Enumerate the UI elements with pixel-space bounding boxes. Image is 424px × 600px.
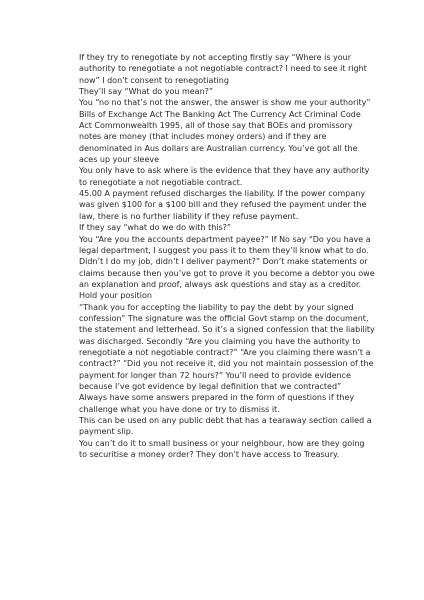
paragraph: You only have to ask where is the evidence that they have any authority to renegotiate a not negotiable contract. bbox=[79, 166, 370, 187]
paragraph: They’ll say “What do you mean?” bbox=[79, 87, 214, 97]
paragraph: 45.00 A payment refused discharges the liability. If the power company was given $100 for a $100 bill and they refused the payment under the law, there is no further liability if they refuse payment. bbox=[79, 189, 367, 221]
paragraph: Hold your position bbox=[79, 291, 152, 301]
body-text bbox=[79, 52, 375, 460]
paragraph: Bills of Exchange Act The Banking Act The Currency Act Criminal Code Act Commonwealth 1995, all of those say that BOEs and promissory notes are money (that includes money orders) and if they are denominated in Aus dollars are Australian currency. You’ve got all the aces up your sleeve bbox=[79, 109, 361, 165]
paragraph: This can be used on any public debt that has a tearaway section called a payment slip. bbox=[79, 416, 372, 437]
paragraph: “Thank you for accepting the liability to pay the debt by your signed confession” The signature was the official Govt stamp on the document, the statement and letterhead. So it’s a signed confession that the liability was discharged. Secondly “Are you claiming you have the authority to renegotiate a not negotiable contract?” “Are you claiming there wasn’t a contract?” “Did you not receive it, did you not maintain possession of the payment for longer than 72 hours?” You’ll need to provide evidence because I’ve got evidence by legal definition that we contracted” bbox=[79, 302, 375, 391]
paragraph: You “no no that’s not the answer, the answer is show me your authority” bbox=[79, 98, 371, 108]
paragraph: You can’t do it to small business or your neighbour, how are they going to securitise a money order? They don’t have access to Treasury. bbox=[79, 438, 365, 460]
paragraph: Always have some answers prepared in the form of questions if they challenge what you have done or try to dismiss it. bbox=[79, 393, 355, 414]
paragraph: You “Are you the accounts department payee?” If No say “Do you have a legal department, I suggest you pass it to them they’ll know what to do. Didn’t I do my job, didn’t I deliver payment?” Don’t make statements or claims because then you’ve got to prove it you become a debtor you owe an explanation and proof, always ask questions and stay as a creditor. bbox=[79, 234, 375, 289]
paragraph: If they say “what do we do with this?” bbox=[79, 223, 232, 233]
paragraph: If they try to renegotiate by not accepting firstly say “Where is your authority to renegotiate a not negotiable contract? I need to see it right now” I don’t consent to renegotiating bbox=[79, 53, 367, 85]
